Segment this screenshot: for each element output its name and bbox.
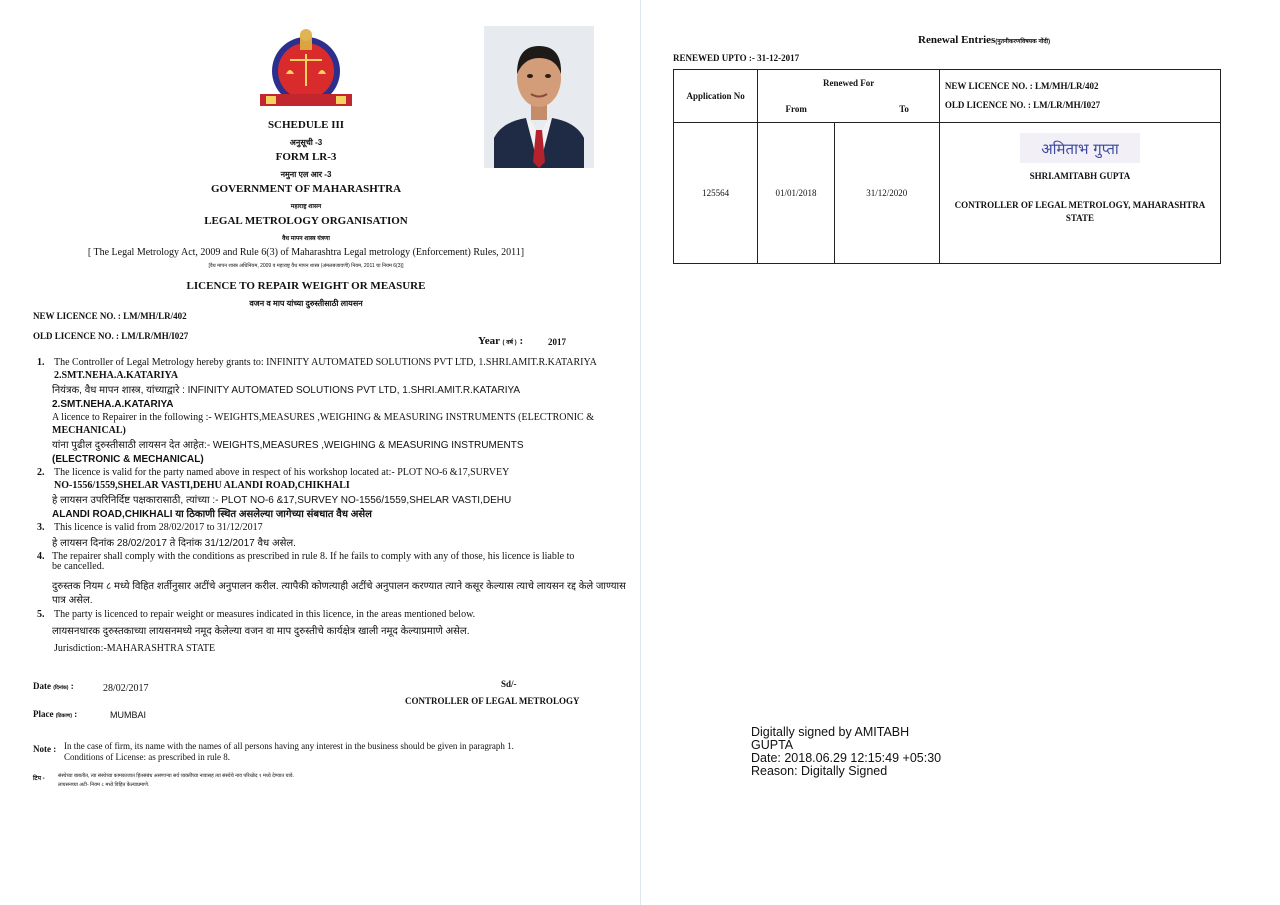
licensee-photo [484, 26, 594, 168]
item-number: 4. [37, 551, 45, 562]
digital-signature-block: Digitally signed by AMITABH GUPTA Date: 2018.06.29 12:15:49 +05:30 Reason: Digitally Signed [751, 725, 942, 778]
header-old-licence: OLD LICENCE NO. : LM/LR/MH/I027 [944, 100, 1101, 110]
old-licence-number: OLD LICENCE NO. : LM/LR/MH/I027 [33, 331, 189, 341]
form-heading-mr: नमुना एल आर -3 [280, 170, 332, 179]
government-heading: GOVERNMENT OF MAHARASHTRA [210, 183, 402, 195]
date-value: 28/02/2017 [103, 683, 149, 694]
year-label: Year ( वर्ष ) : [478, 335, 524, 347]
renewal-page [641, 0, 1280, 905]
repairer-scope-line2: MECHANICAL) [52, 425, 126, 436]
signature-sd: Sd/- [501, 679, 517, 689]
act-reference-mr: [वैध मापन शास्त्र अधिनियम, 2009 व महाराष्ट्र वैध मापन शास्त्र (अंमलबजावणी) नियम, 2011 चा नियम 6(3)] [208, 263, 404, 269]
organisation-heading: LEGAL METROLOGY ORGANISATION [204, 215, 408, 227]
tip-line1: संस्थेच्या बाबतीत, त्या संस्थेच्या कामकाजात हितसंबंध असणाऱ्या सर्व व्यक्तींच्या नावासह त्या संस्थेचे नाव परिच्छेद १ मध्ये देण्यात यावे. [58, 773, 294, 779]
maharashtra-emblem [258, 26, 354, 110]
note-label: Note : [33, 744, 57, 754]
place-value: MUMBAI [110, 710, 146, 720]
schedule-heading-mr: अनुसूची -3 [289, 138, 323, 147]
cell-signatory [939, 123, 1220, 264]
compliance-condition-line2: be cancelled. [52, 561, 105, 572]
cell-from-date: 01/01/2018 [758, 123, 834, 264]
controller-designation: CONTROLLER OF LEGAL METROLOGY [405, 696, 580, 706]
header-licence-numbers [939, 70, 1220, 123]
note-line2: Conditions of License: as prescribed in rule 8. [64, 752, 230, 762]
cell-to-date: 31/12/2020 [834, 123, 939, 264]
validity-period: This licence is valid from 28/02/2017 to 31/12/2017 [54, 522, 263, 533]
header-from: From [758, 97, 834, 123]
renewal-table [673, 69, 1221, 264]
repairer-scope-mr: यांना पुढील दुरुस्तीसाठी लायसन देत आहेत:- WEIGHTS,MEASURES ,WEIGHING & MEASURING INSTRUMENTS [52, 440, 524, 451]
licence-title: LICENCE TO REPAIR WEIGHT OR MEASURE [186, 280, 426, 292]
compliance-condition-mr: दुरुस्तक नियम ८ मध्ये विहित शर्तीनुसार अटींचे अनुपालन करील. त्यापैकी कोणत्याही अटींचे अनुपालन करण्यात त्याने कसूर केल्यास त्याचे लायसन रद्द केले जाण्यास पात्र असेल. [52, 581, 626, 606]
validity-period-mr: हे लायसन दिनांक 28/02/2017 ते दिनांक 31/12/2017 वैध असेल. [52, 538, 296, 549]
renewal-title: Renewal Entries(नुतनीकरणविषयक नोंदी) [918, 34, 1051, 46]
note-line1: In the case of firm, its name with the names of all persons having any interest in the business should be given in paragraph 1. [64, 741, 514, 751]
new-licence-number: NEW LICENCE NO. : LM/MH/LR/402 [33, 311, 187, 321]
signer-designation: CONTROLLER OF LEGAL METROLOGY, MAHARASHTRA STATE [954, 200, 1206, 223]
renewed-upto: RENEWED UPTO :- 31-12-2017 [673, 53, 800, 63]
act-reference: [ The Legal Metrology Act, 2009 and Rule 6(3) of Maharashtra Legal metrology (Enforcement) Rules, 2011] [87, 247, 525, 258]
grant-text-mr-line2: 2.SMT.NEHA.A.KATARIYA [52, 399, 174, 410]
workshop-location-mr-line2: ALANDI ROAD,CHIKHALI या ठिकाणी स्थित असलेल्या जागेच्या संबधात वैध असेल [52, 509, 372, 520]
repair-area-mr: लायसनधारक दुरुस्तकाच्या लायसनमध्ये नमूद केलेल्या वजन वा माप दुरुस्तीचे कार्यक्षेत्र खाली नमूद केल्याप्रमाणे असेल. [52, 626, 470, 637]
handwritten-signature [1020, 133, 1140, 163]
grant-text-mr: नियंत्रक, वैध मापन शास्त्र, यांच्याद्वारे : INFINITY AUTOMATED SOLUTIONS PVT LTD, 1.SHRI.AMIT.R.KATARIYA [52, 385, 521, 396]
grant-text-line2: 2.SMT.NEHA.A.KATARIYA [54, 370, 179, 381]
item-number: 1. [37, 357, 45, 368]
organisation-heading-mr: वैध मापन शास्त्र यंत्रणा [282, 236, 330, 242]
grant-text: The Controller of Legal Metrology hereby grants to: INFINITY AUTOMATED SOLUTIONS PVT LTD, 1.SHRI.AMIT.R.KATARIYA [54, 357, 597, 368]
workshop-location: The licence is valid for the party named above in respect of his workshop located at:- PLOT NO-6 &17,SURVEY [54, 467, 510, 478]
workshop-location-mr: हे लायसन उपरिनिर्दिष्ट पक्षकारासाठी, त्यांच्या :- PLOT NO-6 &17,SURVEY NO-1556/1559,SHELAR VASTI,DEHU [52, 495, 512, 506]
schedule-heading: SCHEDULE III [267, 119, 345, 131]
header-application-no: Application No [674, 70, 758, 123]
compliance-condition: The repairer shall comply with the conditions as prescribed in rule 8. If he fails to comply with any of those, his licence is liable to [52, 551, 575, 562]
licence-title-mr: वजन व माप यांच्या दुरुस्तीसाठी लायसन [249, 299, 363, 308]
item-number: 5. [37, 609, 45, 620]
jurisdiction: Jurisdiction:-MAHARASHTRA STATE [54, 643, 216, 654]
cell-application-no: 125564 [674, 123, 758, 264]
year-value: 2017 [548, 337, 566, 347]
header-new-licence: NEW LICENCE NO. : LM/MH/LR/402 [944, 81, 1099, 91]
tip-line2: लायसनच्या अटी- नियम ८ मध्ये विहित केल्याप्रमाणे. [58, 782, 150, 788]
item-number: 2. [37, 467, 45, 478]
signer-name: SHRI.AMITABH GUPTA [1029, 171, 1131, 181]
tip-label: टिप - [33, 776, 45, 782]
workshop-location-line2: NO-1556/1559,SHELAR VASTI,DEHU ALANDI ROAD,CHIKHALI [54, 480, 350, 491]
item-number: 3. [37, 522, 45, 533]
header-renewed-for: Renewed For [758, 70, 940, 97]
repairer-scope: A licence to Repairer in the following :- WEIGHTS,MEASURES ,WEIGHING & MEASURING INSTRUMENTS (ELECTRONIC & [52, 412, 594, 423]
repair-area: The party is licenced to repair weight or measures indicated in this licence, in the areas mentioned below. [54, 609, 476, 620]
date-label: Date (दिनांक) : [33, 681, 74, 691]
repairer-scope-mr-line2: (ELECTRONIC & MECHANICAL) [52, 454, 204, 465]
svg-text:अमिताभ गुप्ता: अमिताभ गुप्ता [1041, 140, 1119, 158]
government-heading-mr: महाराष्ट्र शासन [290, 204, 322, 210]
form-heading: FORM LR-3 [275, 151, 337, 163]
place-label: Place (ठिकाण) : [33, 709, 78, 719]
header-to: To [834, 97, 939, 123]
